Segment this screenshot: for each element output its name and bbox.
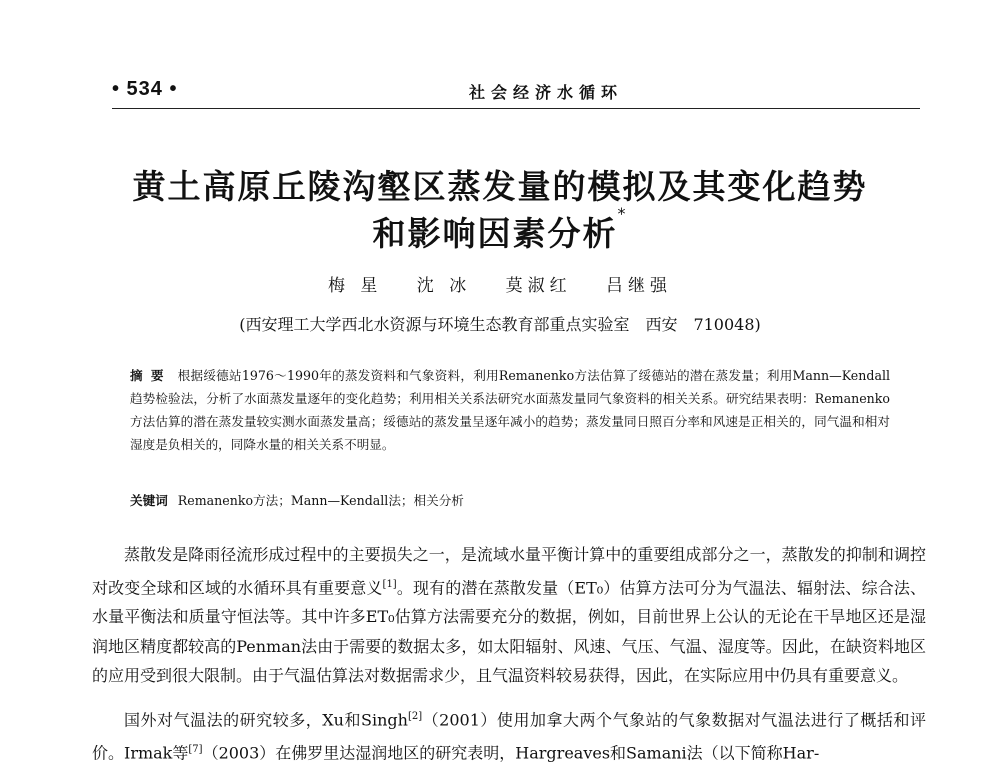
running-title: 社会经济水循环 — [468, 83, 623, 102]
author-list — [0, 271, 1000, 296]
author: 莫淑红 — [505, 276, 572, 296]
citation-ref: [7] — [188, 743, 203, 755]
header-rule — [112, 108, 920, 109]
affiliation: (西安理工大学西北水资源与环境生态教育部重点实验室 西安 710048) — [239, 315, 761, 334]
author: 梅 星 — [327, 276, 383, 296]
author: 吕继强 — [606, 276, 673, 296]
paper-title-line-2: 和影响因素分析* — [372, 204, 628, 253]
keywords-label: 关键词 — [130, 493, 168, 508]
body-paragraph: 蒸散发是降雨径流形成过程中的主要损失之一，是流域水量平衡计算中的重要组成部分之一，蒸散发的抑制和调控对改变全球和区域的水循环具有重要意义[1]。现有的潜在蒸散发量（ET₀）估算方法可分为气温法、辐射法、综合法、水量平衡法和质量守恒法等。其中许多ET₀估算方法需要充分的数据，例如，目前世界上公认的无论在干旱地区还是湿润地区精度都较高的Penman法由于需要的数据太多，如太阳辐射、风速、气压、气温、湿度等。因此，在缺资料地区的应用受到很大限制。由于气温估算法对数据需求少，且气温资料较易获得，因此，在实际应用中仍具有重要意义。 — [92, 545, 926, 686]
abstract — [130, 364, 890, 456]
body-paragraph: 国外对气温法的研究较多，Xu和Singh[2]（2001）使用加拿大两个气象站的气象数据对气温法进行了概括和评价。Irmak等[7]（2003）在佛罗里达湿润地区的研究表明，Hargreaves和Samani法（以下简称Har- — [92, 710, 926, 763]
page-number: • 534 • — [112, 78, 178, 100]
citation-ref: [2] — [407, 711, 423, 722]
citation-ref: [1] — [382, 578, 397, 590]
title-footnote-mark: * — [617, 204, 628, 223]
page-header — [112, 78, 920, 100]
author: 沈 冰 — [416, 276, 472, 296]
abstract-label: 摘要 — [130, 368, 172, 383]
keywords-text: Remanenko方法；Mann—Kendall法；相关分析 — [177, 493, 464, 508]
paper-title-line-1: 黄土高原丘陵沟壑区蒸发量的模拟及其变化趋势 — [132, 167, 868, 206]
keywords — [130, 490, 890, 509]
abstract-text: 根据绥德站1976～1990年的蒸发资料和气象资料，利用Remanenko方法估算了绥德站的潜在蒸发量；利用Mann—Kendall趋势检验法，分析了水面蒸发量逐年的变化趋势；利用相关关系法研究水面蒸发量同气象资料的相关关系。研究结果表明：Remanenko方法估算的潜在蒸发量较实测水面蒸发量高；绥德站的蒸发量呈逐年减小的趋势；蒸发量同日照百分率和风速是正相关的，同气温和相对湿度是负相关的，同降水量的相关关系不明显。 — [130, 368, 891, 452]
